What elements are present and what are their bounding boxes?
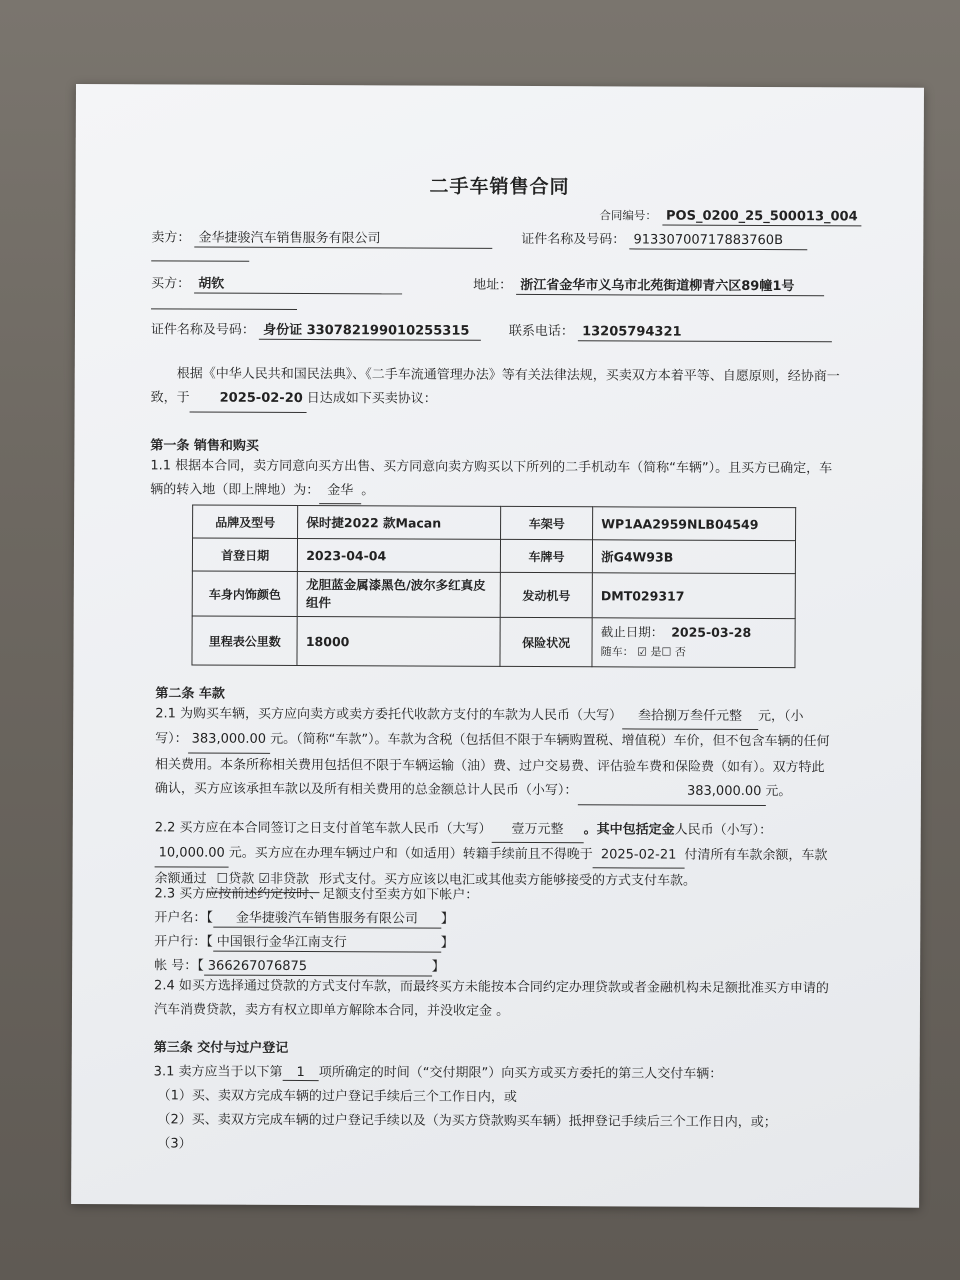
buyer-address: 浙江省金华市义乌市北苑街道柳青六区89幢1号 [516, 274, 824, 296]
account-number: 366267076875 [204, 959, 432, 977]
article-2-2: 2.2 买方应在本合同签订之日支付首笔车款人民币（大写） 壹万元整 。其中包括定金人民币（小写）：10,000.00 元。买方应在办理车辆过户和（如适用）转籍手续前且不得晚于 2025-02-21 付清所有车款余额，车款余额通过 ☐贷款 ☑非贷款 形式支付。买方应该以电汇或其他卖方能够接受的方式支付车款。 [154, 816, 830, 895]
account-bank: 中国银行金华江南支行 [213, 931, 441, 953]
buyer-name: 胡钦 [194, 273, 402, 295]
article-3-1: 3.1 卖方应当于以下第 1 项所确定的时间（“交付期限”）向买方或买方委托的第三人交付车辆： [153, 1064, 723, 1082]
address-underline-cont [151, 308, 297, 310]
buyer-row: 买方： 胡钦 [151, 272, 402, 294]
checkbox-empty-icon: ☐ [216, 871, 229, 887]
article-2-1: 2.1 为购买车辆，买方应向卖方或卖方委托代收款方支付的车款为人民币（大写） 叁拾捌万叁仟元整 元，（小写）： 383,000.00 元。（简称“车款”）。车款为含税（包括但不限于车辆购置税、增值税）车价，但不包含车辆的任何相关费用。本条所称相关费用包括但不限于车辆运输（油）费、过户交易费、评估验车费和保险费（如有）。双方特此确认，买方应该承担车款以及所有相关费用的总金额总计人民币（小写）： 383,000.00 元。 [155, 702, 831, 806]
price-chinese: 叁拾捌万叁仟元整 [622, 704, 758, 730]
address-row: 地址： 浙江省金华市义乌市北苑街道柳青六区89幢1号 [473, 274, 824, 297]
seller-underline-cont [151, 260, 249, 261]
account-number-row: 帐 号：【 366267076875 】 [154, 958, 445, 975]
vehicle-engine: DMT029317 [592, 573, 795, 619]
article-2-4: 2.4 如买方选择通过贷款的方式支付车款，而最终买方未能按本合同约定办理贷款或者金融机构未足额批准买方申请的汽车消费贷款，卖方有权立即单方解除本合同，并没收定金 。 [153, 978, 829, 1019]
table-row: 车身内饰颜色 龙胆蓝金属漆黑色/波尔多红真皮组件 发动机号 DMT029317 [192, 571, 795, 619]
checkbox-checked-icon: ☑ [258, 871, 271, 887]
table-row: 品牌及型号 保时捷2022 款Macan 车架号 WP1AA2959NLB04549 [193, 505, 796, 541]
contract-title: 二手车销售合同 [429, 175, 570, 199]
phone-row: 联系电话： 13205794321 [509, 320, 832, 342]
buyer-id-row: 证件名称及号码： 身份证 330782199010255315 [151, 318, 481, 340]
vehicle-vin: WP1AA2959NLB04549 [593, 507, 796, 541]
article-2-title: 第二条 车款 [155, 686, 225, 702]
vehicle-table [191, 505, 796, 669]
table-row: 首登日期 2023-04-04 车牌号 浙G4W93B [192, 538, 795, 574]
article-1-1: 1.1 根据本合同，卖方同意向买方出售、买方同意向卖方购买以下所列的二手机动车（简称“车辆”）。且买方已确定，车辆的转入地（即上牌地）为： 金华 。 [150, 454, 840, 506]
total-price: 383,000.00 [577, 779, 765, 806]
deposit-number: 10,000.00 [155, 841, 229, 867]
article-3-option-2: （2）买、卖双方完成车辆的过户登记手续以及（为买方贷款购买车辆）抵押登记手续后三个工作日内，或； [157, 1112, 777, 1131]
intro-paragraph: 根据《中华人民共和国民法典》、《二手车流通管理办法》等有关法律法规，买卖双方本着平等、自愿原则，经协商一致，于 2025-02-20 日达成如下买卖协议： [151, 362, 841, 415]
account-bank-row: 开户行：【 中国银行金华江南支行 】 [154, 930, 454, 952]
checkbox-empty-icon: ☐ [661, 645, 672, 659]
vehicle-brand: 保时捷2022 款Macan [298, 505, 501, 539]
seller-row: 卖方： 金华捷骏汽车销售服务有限公司 [151, 226, 492, 248]
vehicle-insurance: 截止日期： 2025-03-28 随车： ☑ 是☐ 否 [592, 618, 795, 668]
article-3-title: 第三条 交付与过户登记 [153, 1040, 289, 1056]
delivery-option: 1 [282, 1065, 318, 1081]
vehicle-reg-date: 2023-04-04 [298, 538, 501, 572]
contract-number: 合同编号： POS_0200_25_500013_004 [599, 204, 861, 226]
contract-paper [71, 84, 924, 1208]
account-name-row: 开户名：【 金华捷骏汽车销售服务有限公司 】 [154, 906, 454, 928]
buyer-id: 身份证 330782199010255315 [259, 319, 481, 341]
article-2-3: 2.3 买方应按前述约定按时、足额支付至卖方如下帐户： [154, 886, 479, 903]
article-3-option-3: （3） [157, 1136, 192, 1152]
checkbox-checked-icon: ☑ [637, 645, 648, 659]
article-3-option-1: （1）买、卖双方完成车辆的过户登记手续后三个工作日内，或 [157, 1088, 517, 1105]
seller-id: 91330700717883760B [629, 232, 807, 250]
account-name: 金华捷骏汽车销售服务有限公司 [213, 907, 441, 929]
table-row: 里程表公里数 18000 保险状况 截止日期： 2025-03-28 随车： ☑ 是☐ 否 [192, 616, 795, 668]
seller-name: 金华捷骏汽车销售服务有限公司 [194, 227, 492, 249]
vehicle-mileage: 18000 [297, 616, 500, 666]
payment-due-date: 2025-02-21 [593, 843, 685, 868]
vehicle-color: 龙胆蓝金属漆黑色/波尔多红真皮组件 [297, 571, 500, 617]
price-number: 383,000.00 [188, 727, 271, 753]
seller-id-row: 证件名称及号码： 91330700717883760B [521, 228, 807, 250]
article-1-title: 第一条 销售和购买 [150, 438, 259, 454]
deposit-chinese: 壹万元整 [492, 818, 584, 843]
vehicle-plate: 浙G4W93B [593, 540, 796, 574]
buyer-phone: 13205794321 [578, 324, 832, 342]
